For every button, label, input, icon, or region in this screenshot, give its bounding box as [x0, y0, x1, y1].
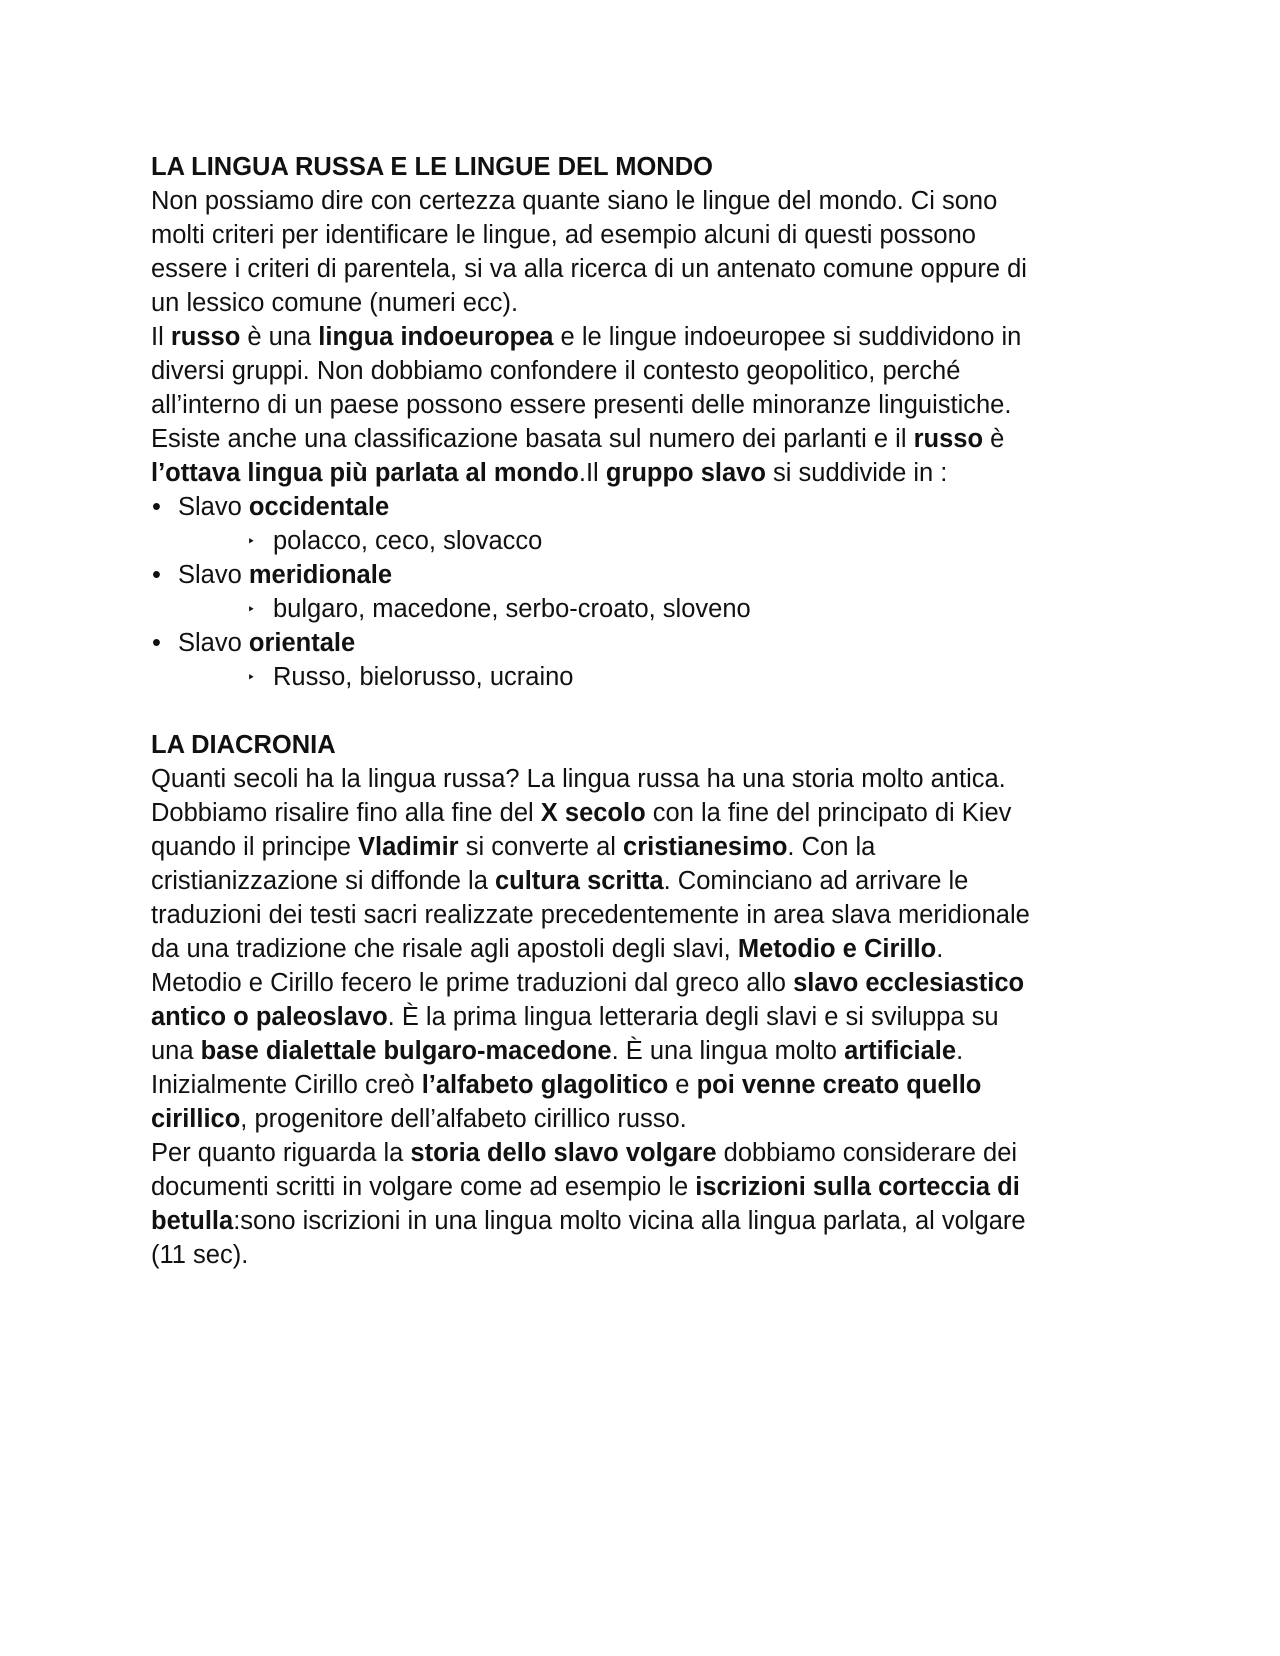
text-line: [151, 320, 1136, 354]
text-run: Slavo: [178, 629, 249, 657]
group-languages: polacco, ceco, slovacco: [273, 527, 543, 555]
text-line: [151, 1068, 1136, 1102]
bold-text: Metodio e Cirillo: [737, 935, 937, 963]
bold-text: occidentale: [248, 493, 390, 521]
text-line: [151, 184, 1136, 218]
text-line: [151, 252, 1136, 286]
text-run: .: [956, 1037, 964, 1065]
text-run: e: [668, 1071, 697, 1099]
bullet-icon: •: [152, 493, 161, 521]
sub-list-item: [151, 660, 1136, 694]
bold-text: storia dello slavo volgare: [410, 1139, 717, 1167]
sub-list-item: [151, 592, 1136, 626]
bold-text: cirillico: [151, 1105, 241, 1133]
bold-text: Vladimir: [357, 833, 459, 861]
text-run: Slavo: [178, 561, 249, 589]
bold-text: antico o paleoslavo: [151, 1003, 388, 1031]
text-run: Esiste anche una classificazione basata sul numero dei parlanti e il: [151, 425, 914, 453]
text-line: [151, 286, 1136, 320]
text-run: Slavo: [178, 493, 249, 521]
list-item-slavo-occidentale: [151, 490, 1136, 524]
triangle-bullet-icon: ‣: [247, 533, 256, 549]
group-label: [178, 493, 389, 521]
list-item-slavo-orientale: [151, 626, 1136, 660]
text-run: e le lingue indoeuropee si suddividono in: [553, 323, 1022, 351]
document-page: [151, 150, 1136, 1272]
text-line: [151, 864, 1136, 898]
text-line: [151, 354, 1136, 388]
bullet-icon: •: [152, 629, 161, 657]
text-run: molti criteri per identificare le lingue, ad esempio alcuni di questi possono: [151, 221, 976, 249]
text-line: [151, 456, 1136, 490]
text-run: Dobbiamo risalire fino alla fine del: [151, 799, 541, 827]
sub-list-item: [151, 524, 1136, 558]
section1-paragraph: [151, 184, 1136, 490]
text-run: .: [936, 935, 944, 963]
bold-text: meridionale: [248, 561, 393, 589]
section-spacer: [151, 694, 1136, 728]
bold-text: russo: [170, 323, 241, 351]
text-run: traduzioni dei testi sacri realizzate precedentemente in area slava meridionale: [151, 901, 1030, 929]
text-run: :sono iscrizioni in una lingua molto vicina alla lingua parlata, al volgare: [233, 1207, 1026, 1235]
text-line: [151, 796, 1136, 830]
bold-text: slavo ecclesiastico: [793, 969, 1025, 997]
text-run: , progenitore dell’alfabeto cirillico russo.: [240, 1105, 687, 1133]
text-run: dobbiamo considerare dei: [716, 1139, 1018, 1167]
bold-text: l’ottava lingua più parlata al mondo: [151, 459, 579, 487]
text-run: .Il: [578, 459, 606, 487]
triangle-bullet-icon: ‣: [247, 669, 256, 685]
text-line: [151, 932, 1136, 966]
text-run: con la fine del principato di Kiev: [645, 799, 1012, 827]
text-run: . È una lingua molto: [611, 1037, 845, 1065]
section-title-diacronia: LA DIACRONIA: [151, 731, 336, 759]
list-item-slavo-meridionale: [151, 558, 1136, 592]
group-label: [178, 629, 355, 657]
text-line: [151, 830, 1136, 864]
text-run: Quanti secoli ha la lingua russa? La lingua russa ha una storia molto antica.: [151, 765, 1006, 793]
text-run: da una tradizione che risale agli apostoli degli slavi,: [151, 935, 738, 963]
section2-paragraph: [151, 762, 1136, 1272]
bold-text: iscrizioni sulla corteccia di: [695, 1173, 1020, 1201]
text-run: Per quanto riguarda la: [151, 1139, 411, 1167]
slavic-groups-list: [151, 490, 1136, 694]
text-run: Non possiamo dire con certezza quante siano le lingue del mondo. Ci sono: [151, 187, 998, 215]
text-line: [151, 1204, 1136, 1238]
text-line: [151, 898, 1136, 932]
text-run: una: [151, 1037, 201, 1065]
bold-text: lingua indoeuropea: [318, 323, 554, 351]
bold-text: poi venne creato quello: [696, 1071, 982, 1099]
text-run: quando il principe: [151, 833, 358, 861]
bold-text: artificiale: [844, 1037, 957, 1065]
text-run: si converte al: [458, 833, 624, 861]
bold-text: russo: [913, 425, 984, 453]
text-line: [151, 1136, 1136, 1170]
text-line: [151, 388, 1136, 422]
text-run: diversi gruppi. Non dobbiamo confondere il contesto geopolitico, perché: [151, 357, 961, 385]
text-line: [151, 966, 1136, 1000]
text-run: Inizialmente Cirillo creò: [151, 1071, 422, 1099]
text-run: è una: [240, 323, 319, 351]
text-run: Metodio e Cirillo fecero le prime traduzioni dal greco allo: [151, 969, 794, 997]
bold-text: betulla: [151, 1207, 234, 1235]
text-run: si suddivide in :: [765, 459, 948, 487]
text-line: [151, 1170, 1136, 1204]
text-run: cristianizzazione si diffonde la: [151, 867, 495, 895]
bold-text: cultura scritta: [494, 867, 664, 895]
text-line: [151, 1238, 1136, 1272]
triangle-bullet-icon: ‣: [247, 601, 256, 617]
text-run: è: [983, 425, 1005, 453]
text-line: [151, 762, 1136, 796]
text-line: [151, 1000, 1136, 1034]
text-line: [151, 218, 1136, 252]
text-line: [151, 1102, 1136, 1136]
text-run: . Cominciano ad arrivare le: [663, 867, 969, 895]
group-languages: Russo, bielorusso, ucraino: [273, 663, 574, 691]
bullet-icon: •: [152, 561, 161, 589]
group-languages: bulgaro, macedone, serbo-croato, sloveno: [273, 595, 751, 623]
text-run: . Con la: [787, 833, 876, 861]
bold-text: X secolo: [540, 799, 646, 827]
section-title-lingua-russa: LA LINGUA RUSSA E LE LINGUE DEL MONDO: [151, 153, 713, 181]
text-line: [151, 1034, 1136, 1068]
text-run: Il: [151, 323, 171, 351]
text-line: [151, 422, 1136, 456]
group-label: [178, 561, 392, 589]
bold-text: cristianesimo: [623, 833, 788, 861]
bold-text: gruppo slavo: [605, 459, 766, 487]
bold-text: l’alfabeto glagolitico: [421, 1071, 669, 1099]
text-run: . È la prima lingua letteraria degli slavi e si sviluppa su: [387, 1003, 999, 1031]
bold-text: orientale: [248, 629, 356, 657]
text-run: all’interno di un paese possono essere presenti delle minoranze linguistiche.: [151, 391, 1012, 419]
text-run: un lessico comune (numeri ecc).: [151, 289, 519, 317]
text-run: documenti scritti in volgare come ad esempio le: [151, 1173, 696, 1201]
text-run: (11 sec).: [151, 1241, 249, 1269]
bold-text: base dialettale bulgaro-macedone: [200, 1037, 612, 1065]
text-run: essere i criteri di parentela, si va alla ricerca di un antenato comune oppure di: [151, 255, 1027, 283]
